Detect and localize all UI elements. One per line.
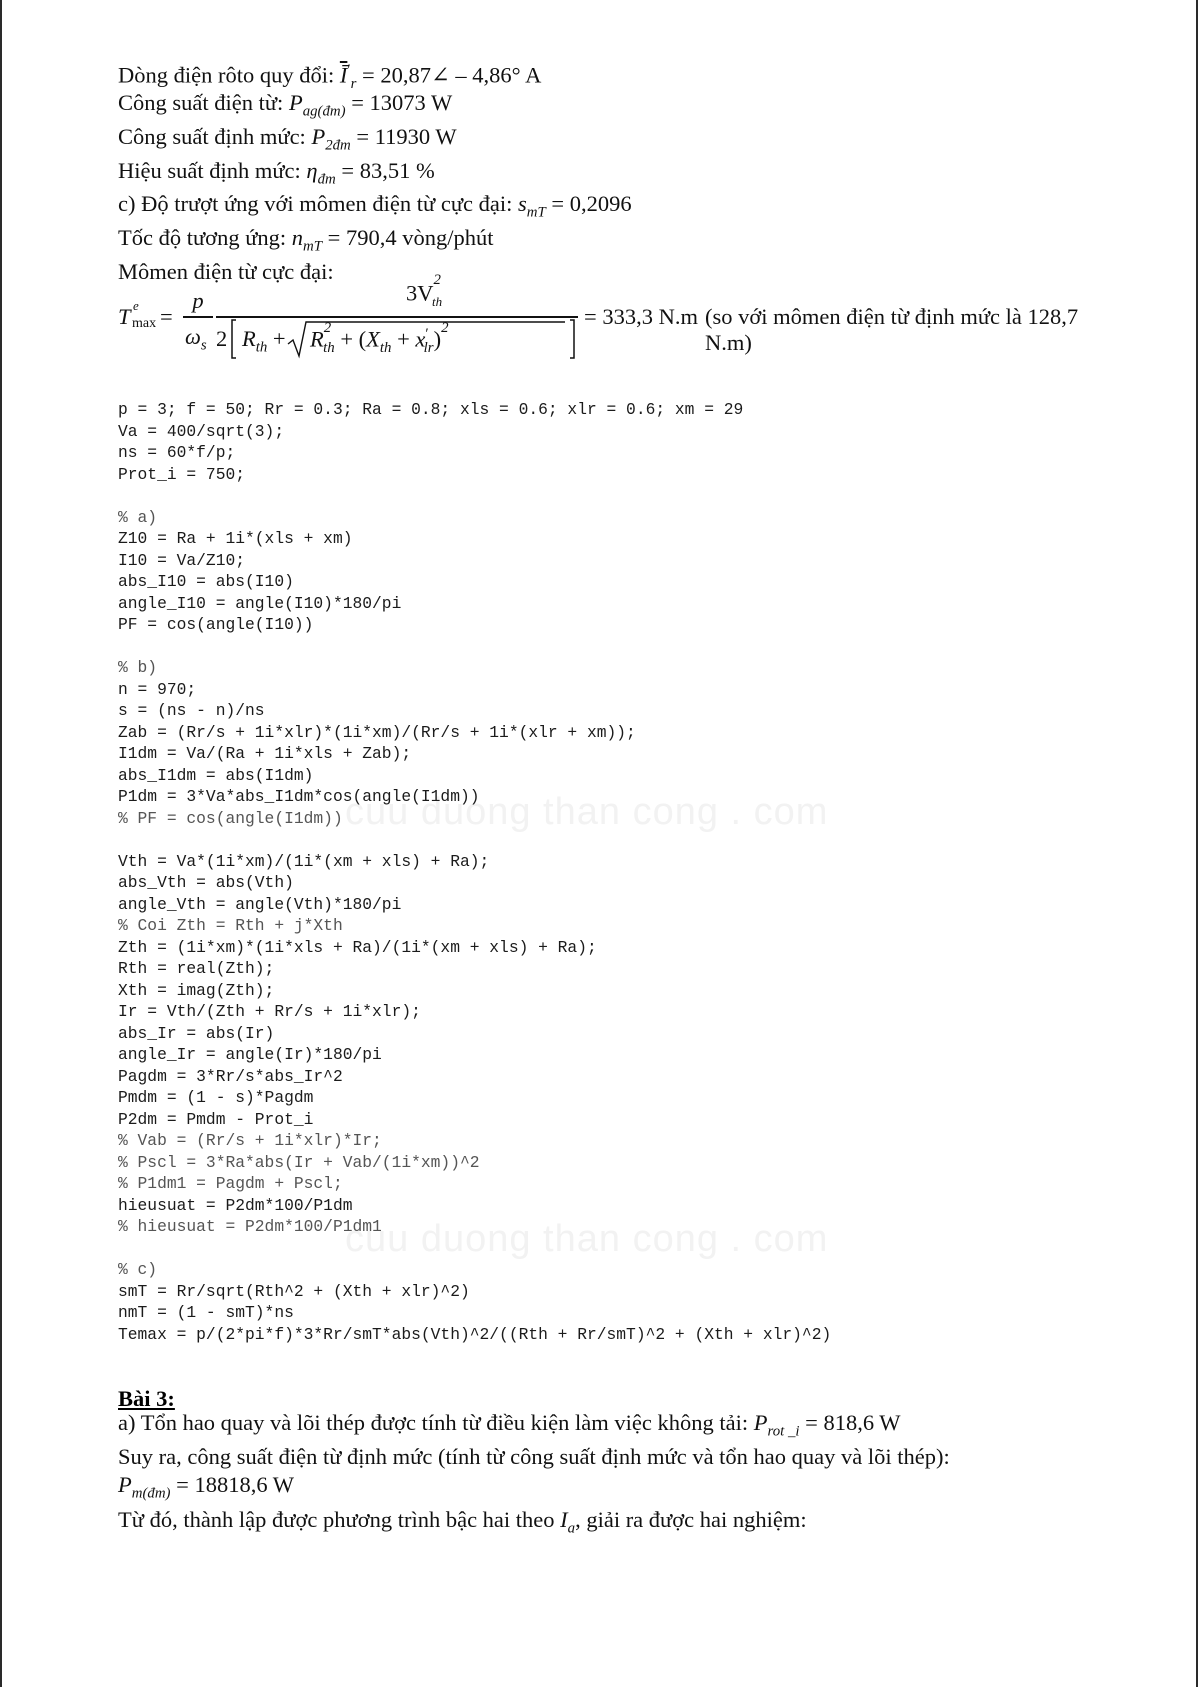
- symbol: P: [311, 124, 326, 149]
- frac1-bar: [183, 316, 213, 318]
- result-label: Tốc độ tương ứng:: [118, 225, 287, 250]
- den-xlr-sub: lr: [423, 340, 434, 356]
- symbol-sub: mT: [303, 238, 323, 255]
- result-speed: [118, 224, 493, 261]
- code-setup: p = 3; f = 50; Rr = 0.3; Ra = 0.8; xls = 0.6; xlr = 0.6; xm = 29 Va = 400/sqrt(3); ns = 60*f/p; Prot_i = 750;: [118, 400, 744, 484]
- frac1-den-sub: s: [200, 337, 207, 354]
- max-torque-formula: [118, 272, 1118, 368]
- symbol: n: [291, 225, 304, 250]
- symbol: P: [753, 1410, 768, 1435]
- result-label: Hiệu suất định mức:: [118, 158, 301, 183]
- torque-note: (so với mômen điện từ định mức là 128,7 N.m): [705, 304, 1079, 355]
- code-thevenin: Vth = Va*(1i*xm)/(1i*(xm + xls) + Ra); abs_Vth = abs(Vth) angle_Vth = angle(Vth)*180/pi: [118, 851, 490, 914]
- torque-value: = 333,3 N.m: [584, 304, 698, 329]
- line-text: , giải ra được hai nghiệm:: [575, 1507, 807, 1532]
- code-comment: % b): [118, 658, 158, 677]
- code-part-c: smT = Rr/sqrt(Rth^2 + (Xth + xlr)^2) nmT = (1 - smT)*ns Temax = p/(2*pi*f)*3*Rr/smT*abs(Vth)^2/((Rth + Rr/smT)^2 + (Xth + xlr)^2): [118, 1281, 832, 1344]
- den-paren-sup: 2: [441, 320, 449, 336]
- line-text: a) Tổn hao quay và lõi thép được tính từ điều kiện làm việc không tải:: [118, 1410, 749, 1435]
- page-left-edge: [0, 0, 2, 1687]
- code-comment: % Vab = (Rr/s + 1i*xlr)*Ir; % Pscl = 3*Ra*abs(Ir + Vab/(1i*xm))^2 % P1dm1 = Pagdm + Pscl;: [118, 1131, 480, 1193]
- bai3-line-tu-do: [118, 1506, 807, 1543]
- bai3-line-pm: [118, 1471, 294, 1508]
- section-heading: Bài 3:: [118, 1386, 175, 1411]
- matlab-code: [118, 399, 831, 1345]
- watermark: cuu duong than cong . com: [345, 1218, 829, 1260]
- symbol: η: [306, 158, 318, 183]
- torque-heading: Mômen điện từ cực đại:: [118, 259, 334, 284]
- bai3-line-suy-ra: Suy ra, công suất điện từ định mức (tính từ công suất định mức và tổn hao quay và lõi thép):: [118, 1444, 950, 1469]
- symbol: P: [118, 1472, 132, 1497]
- symbol-sub: r: [350, 76, 357, 92]
- result-value: = 790,4 vòng/phút: [327, 225, 494, 250]
- frac2-num-sup: 2: [433, 272, 441, 288]
- frac2-num-sub: th: [432, 294, 443, 309]
- code-rotor: Zth = (1i*xm)*(1i*xls + Ra)/(1i*(xm + xls) + Ra); Rth = real(Zth); Xth = imag(Zth); Ir = Vth/(Zth + Rr/s + 1i*xlr); abs_Ir = abs(Ir) angle_Ir = angle(Ir)*180/pi Pagdm = 3*Rr/s*abs_Ir^2 Pmdm = (1 - s)*Pagdm P2dm = Pmdm - Prot_i: [118, 937, 597, 1129]
- symbol-sub: a: [567, 1520, 576, 1537]
- code-comment: % c): [118, 1260, 158, 1279]
- den-xth-sub: th: [379, 340, 392, 356]
- value: = 818,6 W: [805, 1410, 901, 1435]
- result-value: = 13073 W: [351, 90, 453, 115]
- frac1-den: ω: [185, 324, 201, 349]
- result-label: c) Độ trượt ứng với mômen điện từ cực đại:: [118, 191, 513, 216]
- code-part-b: n = 970; s = (ns - n)/ns Zab = (Rr/s + 1i*xlr)*(1i*xm)/(Rr/s + 1i*(xlr + xm)); I1dm = Va/(Ra + 1i*xls + Zab); abs_I1dm = abs(I1dm) P1dm = 3*Va*abs_I1dm*cos(angle(I1dm)): [118, 679, 636, 806]
- lhs-sub: max: [132, 316, 157, 331]
- code-comment: % a): [118, 507, 158, 527]
- symbol-sub: rot _i: [767, 1423, 800, 1440]
- frac1-num: p: [192, 288, 204, 313]
- symbol-sup: ′: [347, 62, 351, 78]
- code-efficiency: hieusuat = P2dm*100/P1dm: [118, 1195, 353, 1215]
- code-comment: % hieusuat = P2dm*100/P1dm1: [118, 1217, 382, 1236]
- den-rth: R: [242, 326, 256, 351]
- code-part-a: Z10 = Ra + 1i*(xls + xm) I10 = Va/Z10; abs_I10 = abs(I10) angle_I10 = angle(I10)*180/pi PF = cos(angle(I10)): [118, 529, 402, 634]
- symbol-sub: đm: [317, 171, 336, 188]
- result-value: = 83,51 %: [341, 158, 435, 183]
- den-coef: 2: [216, 326, 228, 351]
- code-comment: % Coi Zth = Rth + j*Xth: [118, 916, 343, 935]
- equals-sign: =: [160, 304, 173, 329]
- result-slip-max-torque: [118, 190, 632, 227]
- symbol: I: [560, 1507, 568, 1532]
- result-label: Công suất định mức:: [118, 124, 306, 149]
- code-comment: % PF = cos(angle(I1dm)): [118, 808, 343, 828]
- result-airgap-power: [118, 89, 452, 126]
- lhs-symbol: T: [118, 304, 131, 329]
- value: = 18818,6 W: [176, 1472, 295, 1497]
- frac2-denominator: 2 $R_{th}$ + $R^2_{th} + (X_{th} + x'_{lr})^2$: [216, 314, 578, 360]
- den-rth2-sub: th: [323, 340, 335, 356]
- result-value: = 11930 W: [356, 124, 457, 149]
- symbol-sub: ag(đm): [302, 103, 346, 120]
- result-value: = 20,87∠ – 4,86° A: [362, 62, 542, 88]
- symbol: s: [518, 191, 527, 216]
- symbol-sub: 2đm: [325, 137, 351, 154]
- symbol-sub: mT: [526, 204, 546, 221]
- formula-lhs: [118, 298, 173, 331]
- den-rth2-sup: 2: [323, 320, 332, 336]
- den-rth-sub: th: [255, 339, 268, 356]
- watermark: cuu duong than cong . com: [345, 791, 829, 833]
- bai3-line-a: [118, 1409, 901, 1446]
- result-value: = 0,2096: [551, 191, 632, 216]
- frac2-num: 3V: [406, 280, 434, 306]
- result-label: Công suất điện từ:: [118, 90, 284, 115]
- result-rated-power: [118, 123, 457, 160]
- line-text: Từ đó, thành lập được phương trình bậc hai theo: [118, 1507, 555, 1532]
- result-label: Dòng điện rôto quy đổi:: [118, 62, 335, 88]
- symbol: $\overline{Ī}$: [339, 62, 348, 88]
- result-efficiency: [118, 157, 435, 194]
- lhs-sup: e: [133, 298, 139, 313]
- fraction-p-omega: [183, 288, 213, 354]
- den-xlr-sup: ′: [425, 326, 429, 342]
- symbol-sub: m(đm): [131, 1485, 171, 1502]
- den-xth: X: [366, 326, 380, 352]
- symbol: P: [288, 90, 303, 115]
- den-rth2: R: [310, 326, 324, 352]
